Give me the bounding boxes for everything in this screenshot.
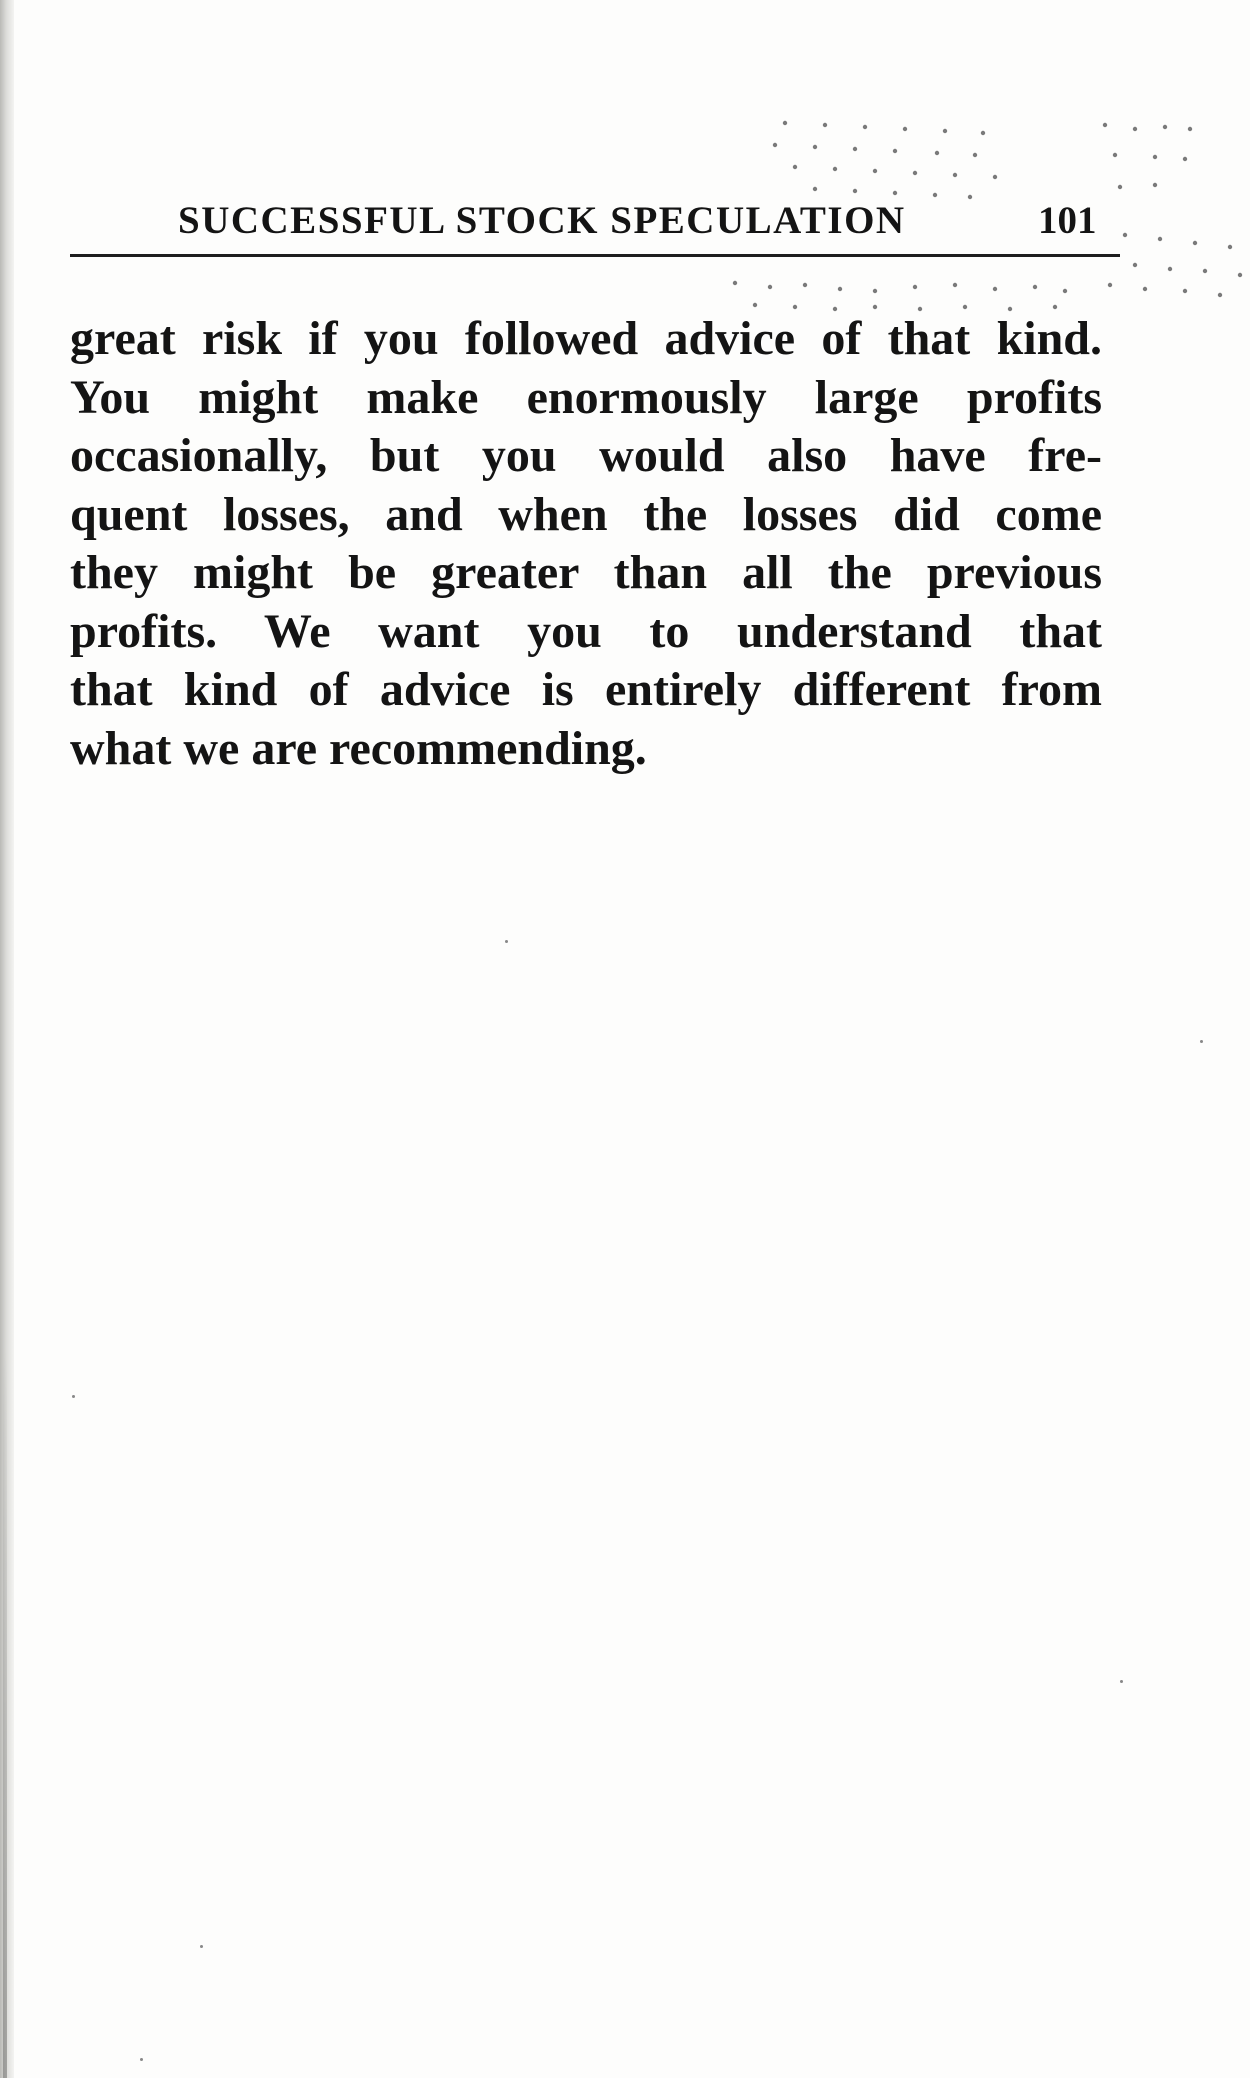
body-paragraph <box>70 310 1102 778</box>
paper-speck <box>1200 1040 1203 1043</box>
page-number: 101 <box>1038 199 1097 242</box>
text-line: profits. We want you to understand that <box>70 604 1102 658</box>
text-line: great risk if you followed advice of that kind. <box>70 312 1102 365</box>
header-rule <box>70 254 1120 257</box>
text-line: quent losses, and when the losses did come <box>70 487 1102 541</box>
paper-speck <box>505 940 508 943</box>
text-line: that kind of advice is entirely different from <box>70 663 1102 716</box>
binding-edge <box>0 0 14 2078</box>
paper-speck <box>140 2058 143 2061</box>
text-line: You might make enormously large profits <box>70 370 1102 424</box>
text-line: occasionally, but you would also have fre- <box>70 429 1102 482</box>
running-head <box>70 198 1120 258</box>
paper-speck <box>1120 1680 1123 1683</box>
text-line: what we are recommending. <box>70 721 647 775</box>
paper-speck <box>72 1395 75 1398</box>
paper-speck <box>200 1945 203 1948</box>
running-head-title: SUCCESSFUL STOCK SPECULATION <box>178 199 906 242</box>
text-line: they might be greater than all the previous <box>70 546 1102 599</box>
